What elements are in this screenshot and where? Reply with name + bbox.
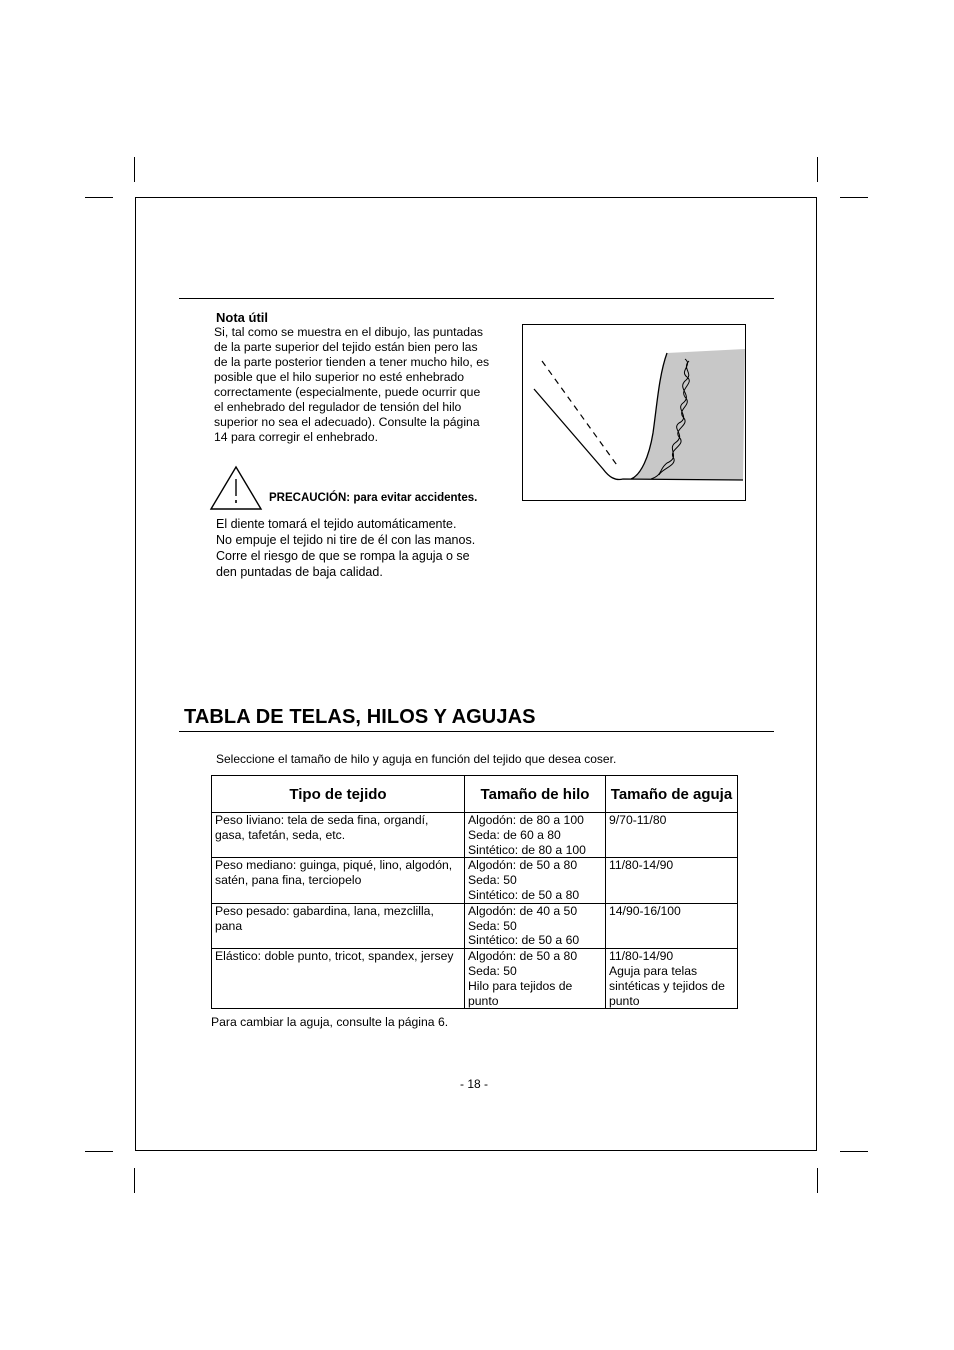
crop-mark (840, 197, 868, 198)
caution-line: den puntadas de baja calidad. (216, 565, 383, 579)
page-number: - 18 - (460, 1077, 489, 1091)
fabric-thread-needle-table (211, 775, 738, 1009)
note-line: superior no sea el adecuado). Consulte la página (214, 415, 480, 429)
caution-body (216, 516, 475, 580)
note-line: correctamente (especialmente, puede ocurrir que (214, 385, 481, 399)
needle-size-cell (606, 858, 738, 903)
section-rule (179, 731, 774, 732)
fabric-type-cell: Peso mediano: guinga, piqué, lino, algodón, satén, pana fina, terciopelo (212, 858, 465, 903)
thread-size-cell-line: Algodón: de 50 a 80 (468, 858, 578, 873)
thread-size-cell (465, 949, 606, 1009)
column-header: Tamaño de aguja (606, 776, 738, 813)
note-line: 14 para corregir el enhebrado. (214, 430, 378, 444)
table-row (212, 949, 738, 1009)
thread-size-cell-line: Sintético: de 50 a 60 (468, 933, 580, 948)
table-row (212, 858, 738, 903)
section-title: TABLA DE TELAS, HILOS Y AGUJAS (184, 706, 536, 728)
note-line: Si, tal como se muestra en el dibujo, las puntadas (214, 325, 483, 339)
thread-size-cell-line: Seda: de 60 a 80 (468, 827, 561, 842)
thread-size-cell-line: Algodón: de 40 a 50 (468, 903, 578, 918)
needle-size-cell-line: 9/70-11/80 (609, 813, 667, 827)
needle-size-cell-line: Aguja para telas sintéticas y tejidos de punto (609, 963, 725, 1008)
fabric-shape (631, 349, 745, 480)
footnote: Para cambiar la aguja, consulte la página 6. (211, 1015, 449, 1029)
section-intro: Seleccione el tamaño de hilo y aguja en función del tejido que desea coser. (216, 752, 617, 766)
note-body (214, 325, 509, 445)
thread-size-cell-line: Sintético: de 80 a 100 (468, 842, 586, 857)
needle-size-cell (606, 949, 738, 1009)
crop-mark (134, 157, 135, 182)
crop-mark (817, 157, 818, 182)
fabric-type-cell: Elástico: doble punto, tricot, spandex, jersey (212, 949, 465, 1009)
needle-size-cell (606, 903, 738, 948)
thread-size-cell-line: Seda: 50 (468, 963, 517, 978)
note-line: de la parte superior del tejido están bien pero las (214, 340, 478, 354)
crop-mark (85, 1151, 113, 1152)
caution-line: No empuje el tejido ni tire de él con las manos. (216, 533, 476, 547)
needle-size-cell-line: 14/90-16/100 (609, 903, 681, 918)
thread-size-cell-line: Algodón: de 80 a 100 (468, 813, 584, 827)
crop-mark (134, 1168, 135, 1193)
caution-line: El diente tomará el tejido automáticamente. (216, 517, 457, 531)
crop-mark (840, 1151, 868, 1152)
warning-triangle-icon (209, 465, 263, 511)
stitch-drawing (523, 325, 746, 501)
note-line: posible que el hilo superior no esté enhebrado (214, 370, 465, 384)
caution-line: Corre el riesgo de que se rompa la aguja o se (216, 549, 470, 563)
caution-label: PRECAUCIÓN: para evitar accidentes. (269, 492, 478, 504)
thread-size-cell (465, 903, 606, 948)
table-header-row (212, 776, 738, 813)
column-header: Tamaño de hilo (465, 776, 606, 813)
note-line: el enhebrado del regulador de tensión del hilo (214, 400, 462, 414)
thread-size-cell-line: Hilo para tejidos de punto (468, 978, 573, 1008)
fabric-type-cell: Peso liviano: tela de seda fina, organdí, gasa, tafetán, seda, etc. (212, 813, 465, 858)
needle-size-cell-line: 11/80-14/90 (609, 949, 674, 964)
fabric-type-cell: Peso pesado: gabardina, lana, mezclilla, pana (212, 903, 465, 948)
note-title: Nota útil (216, 310, 268, 325)
crop-mark (817, 1168, 818, 1193)
needle-path-dashed (542, 361, 619, 468)
thread-size-cell (465, 813, 606, 858)
thread-size-cell-line: Sintético: de 50 a 80 (468, 887, 580, 902)
table-row (212, 813, 738, 858)
column-header: Tipo de tejido (212, 776, 465, 813)
top-rule (179, 298, 774, 299)
thread-size-cell-line: Seda: 50 (468, 873, 517, 888)
stitch-illustration (522, 324, 746, 501)
needle-size-cell-line: 11/80-14/90 (609, 858, 674, 873)
note-line: de la parte posterior tienden a tener mucho hilo, es (214, 355, 490, 369)
thread-size-cell (465, 858, 606, 903)
crop-mark (85, 197, 113, 198)
needle-size-cell (606, 813, 738, 858)
thread-size-cell-line: Seda: 50 (468, 918, 517, 933)
table-row (212, 903, 738, 948)
thread-size-cell-line: Algodón: de 50 a 80 (468, 949, 578, 964)
